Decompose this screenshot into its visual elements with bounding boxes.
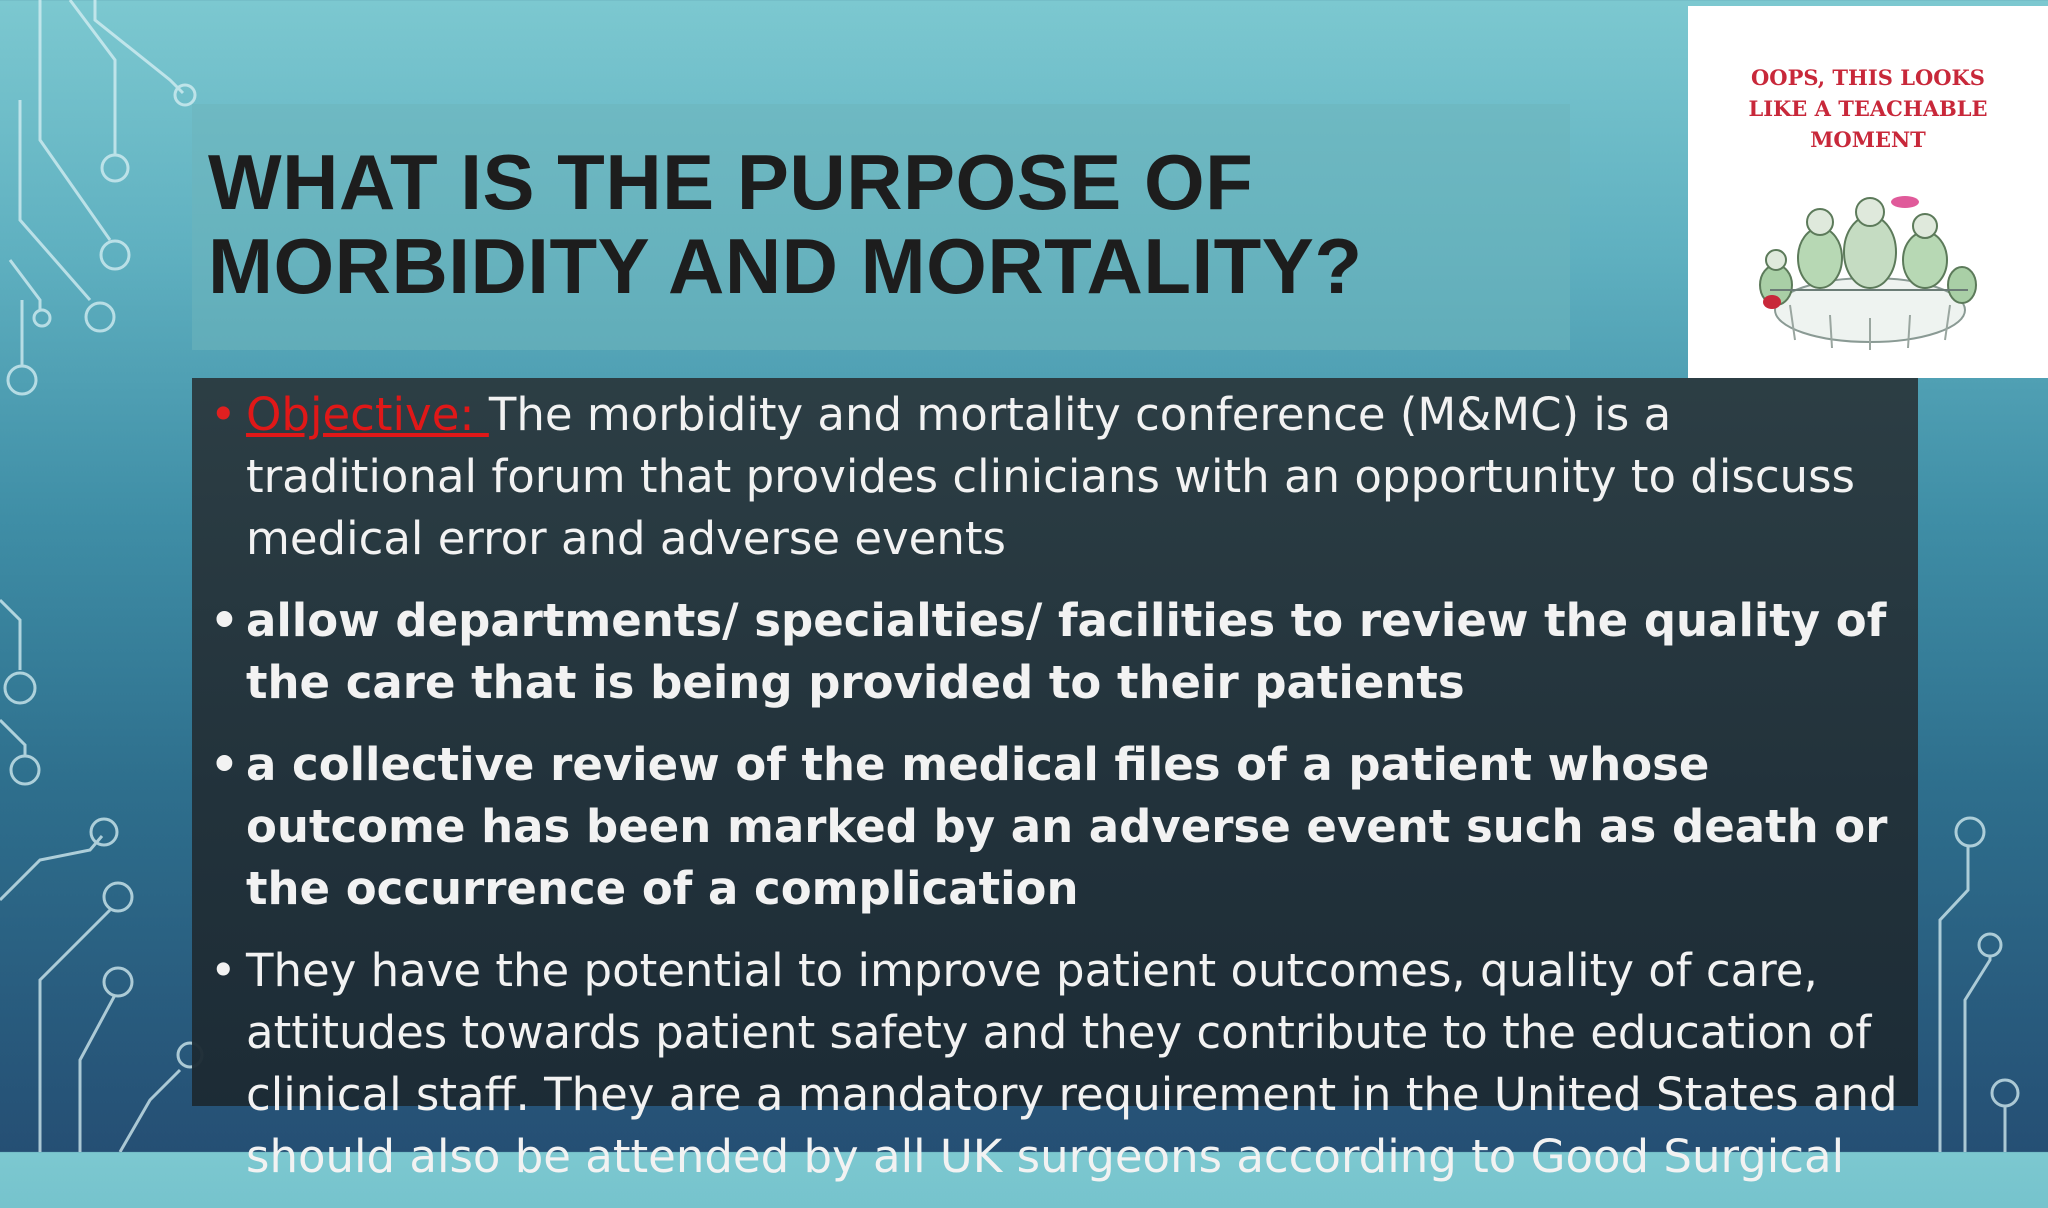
- slide-title: [208, 140, 1548, 308]
- bullet-text: a collective review of the medical files of a patient whose outcome has been marked by an adverse event such as death or the occurrence of a complication: [246, 738, 1888, 915]
- objective-label: Objective:: [246, 388, 489, 441]
- bullet-text: allow departments/ specialties/ facilities to review the quality of the care that is being provided to their patients: [246, 594, 1887, 709]
- bullet-item: [210, 734, 1910, 920]
- bullet-text: The morbidity and mortality conference (M&MC) is a traditional forum that provides clinicians with an opportunity to discuss medical error and adverse events: [246, 388, 1855, 565]
- bullet-list: [210, 384, 1910, 1208]
- surgeons-illustration: [1740, 190, 2000, 350]
- cartoon-caption: [1688, 62, 2048, 155]
- bullet-item: [210, 940, 1910, 1188]
- bullet-item: [210, 590, 1910, 714]
- cartoon-caption-line-1: OOPS, THIS LOOKS: [1751, 65, 1985, 90]
- bullet-text: They have the potential to improve patient outcomes, quality of care, attitudes towards patient safety and they contribute to the education of clinical staff. They are a mandatory requirement in the United States and should also be attended by all UK surgeons according to Good Surgical: [246, 944, 1898, 1183]
- slide-title-line-2: MORBIDITY AND MORTALITY?: [208, 222, 1363, 310]
- cartoon-image: [1688, 6, 2048, 378]
- bullet-objective: [210, 384, 1910, 570]
- cartoon-caption-line-2: LIKE A TEACHABLE: [1748, 96, 1988, 121]
- cartoon-caption-line-3: MOMENT: [1810, 127, 1926, 152]
- slide-title-line-1: WHAT IS THE PURPOSE OF: [208, 138, 1254, 226]
